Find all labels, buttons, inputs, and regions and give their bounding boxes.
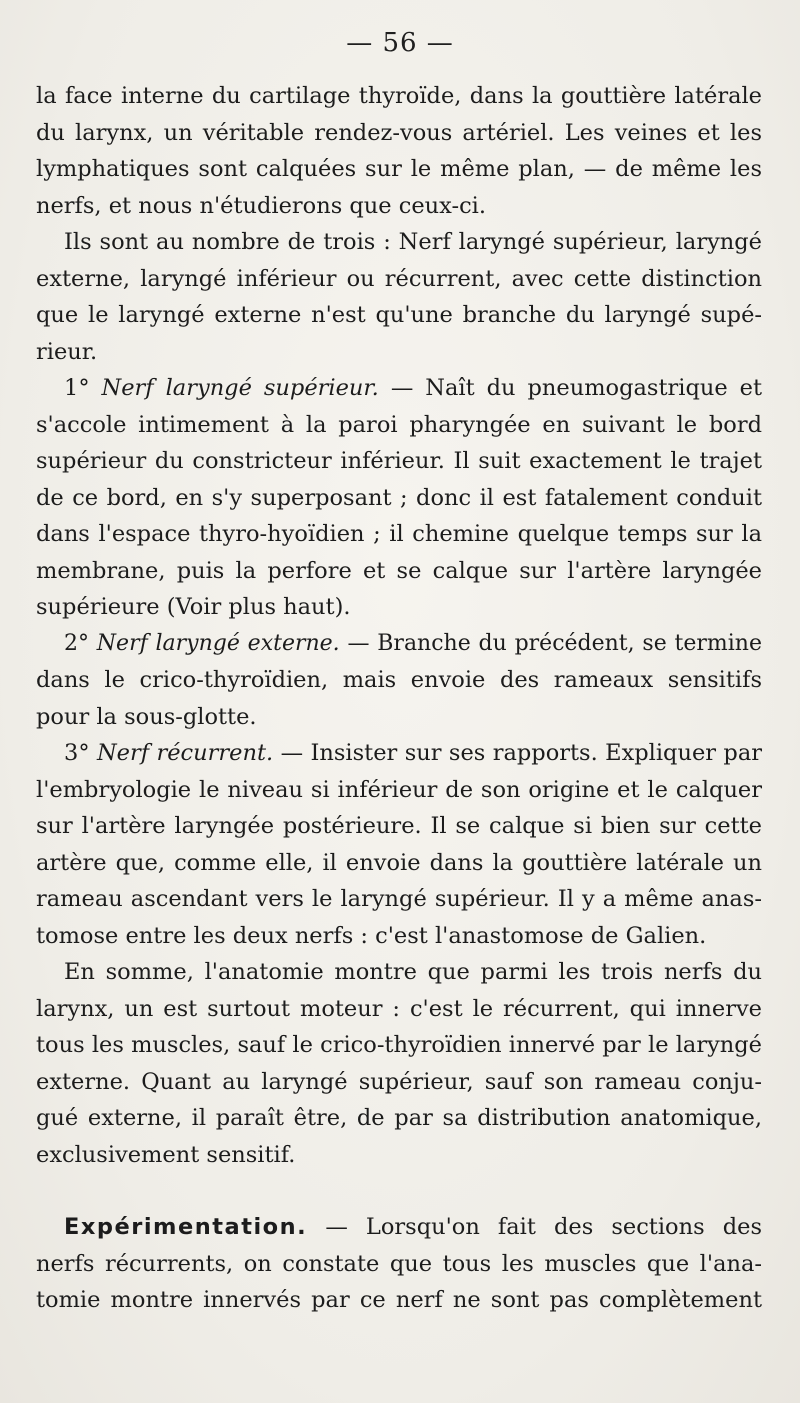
section-heading: Expérimentation.: [64, 1214, 308, 1240]
paragraph-nerf-recurrent: [36, 735, 762, 954]
text-line: que le laryngé externe n'est qu'une branche du laryngé supé-: [36, 302, 762, 328]
paragraph-1: [36, 78, 762, 224]
text-line: gué externe, il paraît être, de par sa distribution anatomique,: [36, 1105, 762, 1131]
text-line: externe, laryngé inférieur ou récurrent, avec cette distinction: [36, 265, 762, 292]
text-line: supérieure (Voir plus haut).: [36, 594, 351, 620]
text-line: pour la sous-glotte.: [36, 703, 257, 730]
text-line: [36, 626, 762, 663]
text-line: du larynx, un véritable rendez-vous artériel. Les veines et les: [36, 119, 762, 146]
body-text: [36, 78, 762, 1319]
section-gap: [36, 1173, 762, 1209]
text-line: sur l'artère laryngée postérieure. Il se calque si bien sur cette: [36, 813, 762, 839]
text-line: [36, 370, 762, 407]
paragraph-en-somme: [36, 954, 762, 1173]
text-line: [36, 735, 762, 772]
text-line: tous les muscles, sauf le crico-thyroïdien innervé par le laryngé: [36, 1032, 762, 1058]
text-line: s'accole intimement à la paroi pharyngée en suivant le bord: [36, 411, 762, 438]
text-line: rameau ascendant vers le laryngé supérieur. Il y a même anas-: [36, 886, 762, 912]
text-line: la face interne du cartilage thyroïde, dans la gouttière latérale: [36, 83, 762, 109]
text-line: tomie montre innervés par ce nerf ne sont pas complètement: [36, 1287, 762, 1313]
item-number: 1°: [64, 375, 102, 401]
text-line: dans l'espace thyro-hyoïdien ; il chemine quelque temps sur la: [36, 521, 762, 547]
text-line: rieur.: [36, 338, 98, 365]
section-title: Nerf laryngé externe.: [96, 630, 340, 656]
text-line: l'embryologie le niveau si inférieur de son origine et le calquer: [36, 776, 762, 803]
text-line: Ils sont au nombre de trois : Nerf laryngé supérieur, laryngé: [64, 229, 762, 255]
text-fragment: — Branche du précédent, se termine: [339, 630, 762, 656]
paragraph-experimentation: [36, 1209, 762, 1319]
paragraph-2: [36, 224, 762, 370]
text-line: nerfs, et nous n'étudierons que ceux-ci.: [36, 192, 487, 219]
text-line: dans le crico-thyroïdien, mais envoie des rameaux sensitifs: [36, 667, 762, 693]
text-line: [36, 1209, 762, 1246]
text-line: tomose entre les deux nerfs : c'est l'anastomose de Galien.: [36, 922, 707, 949]
paragraph-nerf-larynge-externe: [36, 626, 762, 736]
text-line: lymphatiques sont calquées sur le même plan, — de même les: [36, 156, 762, 182]
text-line: larynx, un est surtout moteur : c'est le récurrent, qui innerve: [36, 995, 762, 1022]
text-line: En somme, l'anatomie montre que parmi les trois nerfs du: [64, 959, 762, 985]
item-number: 3°: [64, 740, 97, 766]
text-line: membrane, puis la perfore et se calque sur l'artère laryngée: [36, 557, 762, 584]
text-line: externe. Quant au laryngé supérieur, sauf son rameau conju-: [36, 1068, 762, 1095]
text-line: supérieur du constricteur inférieur. Il suit exactement le trajet: [36, 448, 762, 474]
section-title: Nerf laryngé supérieur.: [101, 375, 379, 401]
section-title: Nerf récurrent.: [96, 740, 274, 766]
paragraph-nerf-larynge-superieur: [36, 370, 762, 626]
item-number: 2°: [64, 630, 97, 656]
page-number: — 56 —: [346, 28, 454, 58]
text-fragment: — Naît du pneumogastrique et: [378, 375, 762, 401]
text-line: exclusivement sensitif.: [36, 1141, 296, 1168]
text-line: de ce bord, en s'y superposant ; donc il est fatalement conduit: [36, 484, 762, 511]
text-fragment: — Lorsqu'on fait des sections des: [307, 1214, 762, 1240]
text-line: nerfs récurrents, on constate que tous les muscles que l'ana-: [36, 1250, 762, 1277]
text-fragment: — Insister sur ses rapports. Expliquer par: [273, 740, 763, 766]
text-line: artère que, comme elle, il envoie dans la gouttière latérale un: [36, 849, 762, 876]
